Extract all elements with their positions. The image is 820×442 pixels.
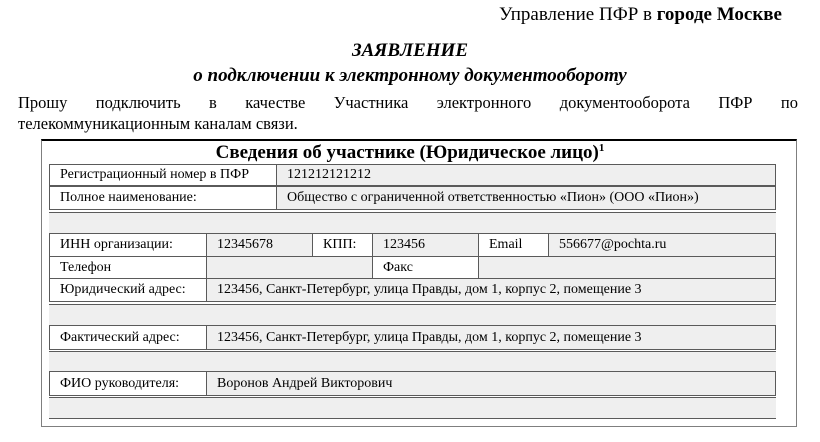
addressee — [499, 4, 782, 26]
reg-number-field[interactable]: 121212121212 — [276, 164, 776, 186]
director-label: ФИО руководителя: — [49, 371, 207, 396]
legal-address-field[interactable]: 123456, Санкт-Петербург, улица Правды, дом 1, корпус 2, помещение 3 — [206, 278, 776, 302]
kpp-field[interactable]: 123456 — [372, 233, 479, 257]
intro-line-2: телекоммуникационным каналам связи. — [18, 114, 298, 133]
footnote-mark: 1 — [598, 142, 605, 154]
full-name-field[interactable]: Общество с ограниченной ответственностью «Пион» (ООО «Пион») — [276, 186, 776, 210]
inn-label: ИНН организации: — [49, 233, 207, 257]
actual-address-label: Фактический адрес: — [49, 325, 207, 350]
intro-line-1: Прошу подключить в качестве Участника электронного документооборота ПФР по — [18, 93, 798, 112]
section-title-text: Сведения об участнике (Юридическое лицо) — [215, 142, 599, 163]
blank-row-4 — [49, 397, 776, 419]
reg-number-label: Регистрационный номер в ПФР — [49, 164, 277, 186]
blank-row-2 — [49, 304, 776, 326]
legal-address-label: Юридический адрес: — [49, 278, 207, 302]
director-field[interactable]: Воронов Андрей Викторович — [206, 371, 776, 396]
section-title — [0, 142, 820, 164]
email-field[interactable]: 556677@pochta.ru — [548, 233, 776, 257]
blank-row-3 — [49, 351, 776, 372]
addressee-prefix: Управление ПФР в — [498, 4, 653, 25]
email-label: Email — [478, 233, 549, 257]
full-name-label: Полное наименование: — [49, 186, 277, 210]
kpp-label: КПП: — [312, 233, 373, 257]
blank-row-1 — [49, 212, 776, 234]
document-title: ЗАЯВЛЕНИЕ — [351, 40, 469, 61]
actual-address-field[interactable]: 123456, Санкт-Петербург, улица Правды, дом 1, корпус 2, помещение 3 — [206, 325, 776, 350]
fax-field[interactable] — [478, 256, 776, 279]
addressee-city: городе Москве — [656, 4, 782, 25]
document-subtitle: о подключении к электронному документообороту — [193, 65, 627, 86]
intro-paragraph — [18, 92, 798, 134]
phone-label: Телефон — [49, 256, 207, 279]
fax-label: Факс — [372, 256, 479, 279]
inn-field[interactable]: 12345678 — [206, 233, 313, 257]
phone-field[interactable] — [206, 256, 373, 279]
